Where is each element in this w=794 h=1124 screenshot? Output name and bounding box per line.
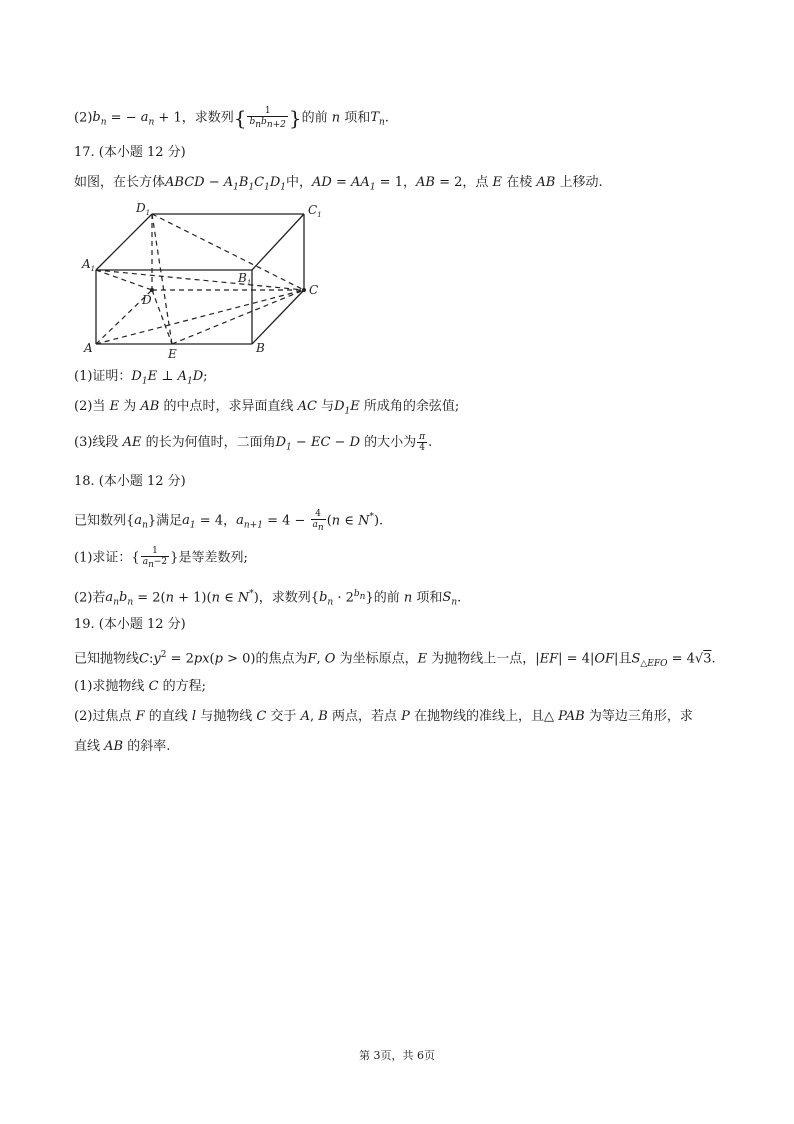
point-d: [150, 288, 154, 292]
text: ，求数列: [258, 590, 311, 606]
q17-part1: (1)证明：$D_1E$ ⊥ $A_1D$;: [74, 369, 208, 387]
edge-b1-c1: [252, 214, 304, 270]
label-a1: $A_1$: [82, 257, 96, 273]
text: 的方程;: [162, 679, 207, 694]
diag-a-c: [96, 290, 304, 344]
q19-heading: 19. (本小题 12 分): [74, 617, 186, 632]
text: (2)若: [74, 590, 106, 606]
diag-d1-c: [152, 214, 304, 290]
text: 在抛物线的准线上，且: [414, 709, 545, 724]
text: 且: [618, 651, 632, 667]
q17-intro: 如图，在长方体ABCD − $A_1B_1C_1D_1$中，AD = $AA_1 = 1$，AB = 2，点 E 在棱 AB 上移动.: [74, 175, 603, 193]
text: 中，: [286, 175, 313, 190]
text: .: [384, 110, 389, 126]
text: (1)求证：: [74, 550, 132, 566]
cuboid-figure: [78, 198, 328, 358]
text: 如图，在长方体: [74, 175, 166, 190]
page-footer: 第 3页，共 6页: [359, 1049, 435, 1062]
text: 的斜率.: [127, 739, 171, 754]
text: 的中点时，求异面直线: [163, 399, 294, 414]
text: 的大小为: [364, 435, 417, 450]
text: 为坐标原点，: [339, 651, 418, 667]
label-d1: $D_1$: [136, 201, 151, 217]
edge-a1-d1: [96, 214, 152, 270]
q18-part1: (1)求证：{ $\frac{1}{a_n-2}$ }是等差数列;: [74, 546, 248, 570]
text: 两点，若点: [331, 709, 397, 724]
text: 的焦点为: [255, 651, 308, 667]
text: 在棱: [506, 175, 533, 190]
text: (1)证明：: [74, 369, 132, 384]
text: (2)当: [74, 399, 106, 414]
text: 的长为何值时，二面角: [145, 435, 276, 450]
q19-part2-cont: 直线 AB 的斜率.: [74, 739, 171, 754]
text: 满足: [156, 513, 183, 529]
text: 项和: [416, 590, 443, 606]
seg-e-c: [172, 290, 304, 344]
text: ，点: [462, 175, 489, 190]
text: 项和: [344, 110, 371, 126]
text: 为抛物线上一点，: [431, 651, 536, 667]
q18-heading: 18. (本小题 12 分): [74, 474, 186, 489]
text: 的前: [301, 110, 328, 126]
q19-intro: 已知抛物线$C:y^2 = 2px(p > 0)$的焦点为F, O 为坐标原点，E 为抛物线上一点，|EF| = 4|OF|且$S_{\triangle EFO} = 4√3$.: [74, 650, 716, 669]
text: 已知抛物线: [74, 651, 140, 667]
text: 的直线: [148, 709, 188, 724]
q19-part2: (2)过焦点 F 的直线 l 与抛物线 C 交于 A, B 两点，若点 P 在抛物线的准线上，且△ PAB 为等边三角形，求: [74, 709, 693, 724]
q19-part1: (1)求抛物线 C 的方程;: [74, 679, 207, 694]
q17-heading: 17. (本小题 12 分): [74, 145, 186, 160]
q17-part3: (3)线段 AE 的长为何值时，二面角$D_1$ − EC − D 的大小为 $\frac{\pi}{4}$ .: [74, 432, 433, 453]
text: ，: [402, 175, 416, 190]
label-e: E: [168, 347, 177, 358]
label-c: C: [309, 283, 319, 297]
q18-part2: (2)若$a_nb_n = 2(n + 1)(n$ ∈ N*)，求数列$\{b_n \cdot 2^{b_n}\}$的前 n 项和$S_n$.: [74, 589, 462, 608]
diag-a1-c: [96, 270, 304, 290]
text: 已知数列: [74, 513, 127, 529]
text: 为等边三角形，求: [588, 709, 693, 724]
seg-d-e: [152, 290, 172, 344]
part-number: (2): [74, 110, 93, 126]
text: 与: [321, 399, 335, 414]
q17-part2: (2)当 E 为 AB 的中点时，求异面直线 AC 与$D_1E$ 所成角的余弦值;: [74, 399, 460, 417]
label-b1: $B_1$: [238, 271, 252, 287]
text: 与抛物线: [200, 709, 253, 724]
text: 是等差数列;: [178, 550, 248, 566]
point-c: [302, 288, 306, 292]
text: 交于: [270, 709, 297, 724]
text: (1)求抛物线: [74, 679, 145, 694]
q18-intro: 已知数列$\{a_n\}$满足$a_1 = 4$，$a_{n+1} = 4$ − $\frac{4}{a_n}$ (n ∈ N*).: [74, 508, 384, 533]
text: 所成角的余弦值;: [363, 399, 460, 414]
label-c1: $C_1$: [308, 203, 322, 219]
edge-b-c: [252, 290, 304, 344]
text: (3)线段: [74, 435, 119, 450]
text: 直线: [74, 739, 101, 754]
q16-part2: $(2)b_n$ = − $a_n + 1$，求数列{ $\frac{1}{b_nb_{n+2}}$ }的前 n 项和$T_n$.: [74, 105, 389, 130]
fraction: $\frac{1}{b_nb_{n+2}}$: [249, 106, 286, 130]
label-a: A: [84, 341, 93, 355]
text: 上移动.: [559, 175, 603, 190]
label-d: D: [142, 293, 152, 307]
text: 的前: [373, 590, 400, 606]
text: ，求数列: [181, 110, 234, 126]
text: (2)过焦点: [74, 709, 132, 724]
text: ，: [223, 513, 237, 529]
text: 为: [123, 399, 137, 414]
label-b: B: [256, 341, 265, 355]
